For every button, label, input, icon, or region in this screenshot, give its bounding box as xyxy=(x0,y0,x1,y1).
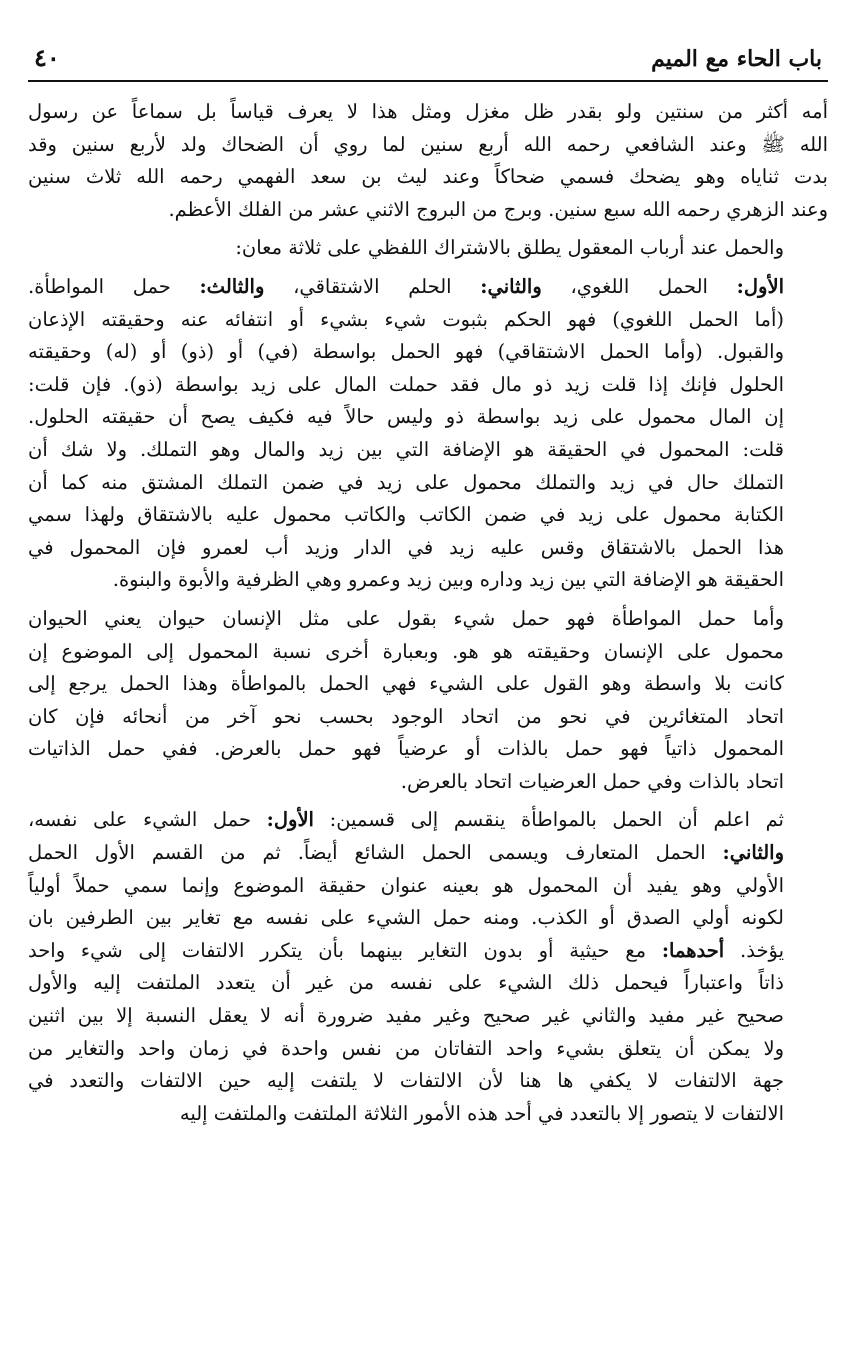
chapter-title: باب الحاء مع الميم xyxy=(651,46,822,72)
text-line: أمه أكثر من سنتين ولو بقدر ظل مغزل ومثل هذا لا يعرف قياساً بل سماعاً عن رسول xyxy=(28,100,828,123)
page-number: ٤٠ xyxy=(34,43,60,72)
text-line: الأولي وهو يفيد أن المحمول هو بعينه عنوان حقيقة الموضوع وإنما سمي حملاً أولياً xyxy=(28,873,784,897)
text-line: اتحاد المتغائرين في نحو من اتحاد الوجود بحسب نحو آخر من أنحائه فإن كان xyxy=(28,704,784,728)
page-header xyxy=(28,28,828,72)
text-line: محمول على الإنسان وحقيقته هو هو. وبعبارة أخرى نسبة المحمول إلى الموضوع إن xyxy=(28,639,784,663)
text-line: الكتابة محمول على زيد في ضمن الكاتب والكاتب محمول عليه بالاشتقاق ولهذا سمي xyxy=(28,503,784,527)
paragraph-p1 xyxy=(28,96,828,226)
text-line: والثاني: الحمل المتعارف ويسمى الحمل الشائع أيضاً. ثم من القسم الأول الحمل xyxy=(28,841,784,865)
text-line: بدت ثناياه وهو يضحك فسمي ضحاكاً وعند ليث بن سعد الفهمي رحمه الله ثلاث سنين xyxy=(28,165,828,189)
text-line: الله ﷺ وعند الشافعي رحمه الله أربع سنين لما روي أن الضحاك ولد لأربع سنين وقد xyxy=(28,132,828,156)
text-line: الأول: الحمل اللغوي، والثاني: الحلم الاشتقاقي، والثالث: حمل المواطأة. xyxy=(28,274,784,298)
text-line: اتحاد بالذات وفي حمل العرضيات اتحاد بالعرض. xyxy=(400,769,784,793)
text-line: المحمول ذاتياً فهو حمل بالذات أو عرضياً فهو حمل بالعرض. ففي حمل الذاتيات xyxy=(28,737,784,761)
paragraph-p4 xyxy=(28,603,828,799)
text-line: الحلول فإنك إذا قلت زيد ذو مال فقد حملت المال على زيد بواسطة (ذو). فإن قلت: xyxy=(28,372,784,396)
text-line: هذا الحمل بالاشتقاق وقس عليه زيد في الدار وزيد أب لعمرو فإن المحمول في xyxy=(28,535,784,559)
paragraph-p2 xyxy=(28,232,828,265)
paragraph-p3 xyxy=(28,271,828,597)
book-page xyxy=(28,28,828,1348)
text-line: وعند الزهري رحمه الله سبع سنين. وبرج من البروج الاثني عشر من الفلك الأعظم. xyxy=(168,197,828,221)
text-line: ذاتاً واعتباراً فيحمل ذلك الشيء على نفسه من غير أن يتعدد الملتفت إليه والأول xyxy=(28,971,784,995)
text-line: صحيح غير مفيد والثاني غير صحيح وغير مفيد ضرورة أنه لا يعقل النسبة إلا بين اثنين xyxy=(28,1004,784,1028)
text-line: (أما الحمل اللغوي) فهو الحكم بثبوت شيء بشيء أو انتفائه عنه وحقيقته الإذعان xyxy=(28,307,784,331)
header-rule xyxy=(28,80,828,82)
text-line: إن المال محمول على زيد بواسطة ذو وليس حالاً فيه فكيف يصح أن حقيقته الحلول. xyxy=(28,405,784,429)
text-line: يؤخذ. أحدهما: مع حيثية أو بدون التغاير بينهما بأن يتكرر الالتفات إلى شيء واحد xyxy=(28,938,784,962)
text-line: والقبول. (وأما الحمل الاشتقاقي) فهو الحمل بواسطة (في) أو (ذو) أو (له) وحقيقته xyxy=(28,340,784,364)
text-line: لكونه أولي الصدق أو الكذب. ومنه حمل الشيء على نفسه مع تغاير بين الطرفين بان xyxy=(28,906,784,930)
text-line: ثم اعلم أن الحمل بالمواطأة ينقسم إلى قسمين: الأول: حمل الشيء على نفسه، xyxy=(28,808,784,832)
text-line: الحقيقة هو الإضافة التي بين زيد وداره وبين زيد وعمرو وهي الظرفية والأبوة والبنوة. xyxy=(112,568,784,592)
text-line: الالتفات لا يتصور إلا بالتعدد في أحد هذه الأمور الثلاثة الملتفت والملتفت إليه xyxy=(179,1101,784,1125)
text-line: كانت بلا واسطة وهو القول على الشيء فهي الحمل بالمواطأة وهذا الحمل يرجع إلى xyxy=(28,672,784,696)
text-line: والحمل عند أرباب المعقول يطلق بالاشتراك اللفظي على ثلاثة معان: xyxy=(235,236,784,260)
text-line: ولا يمكن أن يتعلق بشيء واحد التفاتان من نفس واحدة في زمان واحد والتغاير من xyxy=(28,1036,784,1060)
paragraph-p5 xyxy=(28,804,828,1130)
text-line: قلت: المحمول في الحقيقة هو الإضافة التي بين زيد والمال وهو التملك. ولا شك أن xyxy=(28,437,784,461)
body-text xyxy=(28,96,828,1130)
text-line: التملك حال في زيد والتملك محمول على زيد في ضمن التملك المشتق منه كما أن xyxy=(28,470,784,494)
text-line: جهة الالتفات لا يكفي ها هنا لأن الالتفات لا يلتفت إليه حين الالتفات والتعدد في xyxy=(28,1069,784,1093)
text-line: وأما حمل المواطأة فهو حمل شيء بقول على مثل الإنسان حيوان يعني الحيوان xyxy=(28,606,784,630)
